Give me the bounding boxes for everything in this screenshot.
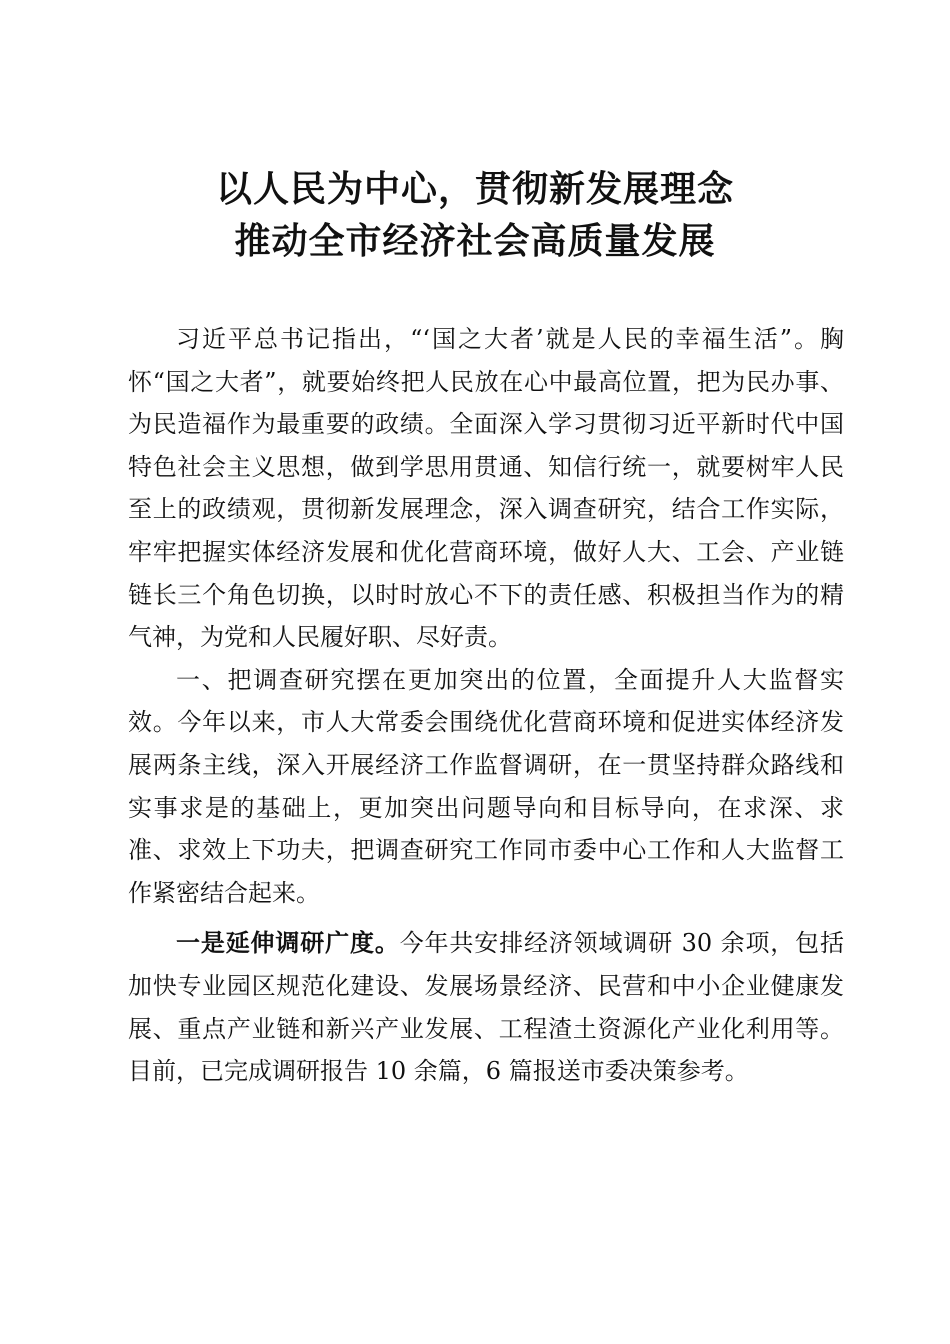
document-title (0, 164, 950, 268)
title-line-1: 以人民为中心，贯彻新发展理念 (215, 169, 734, 210)
paragraph-point-one-lead: 一是延伸调研广度。 (176, 929, 400, 958)
document-body (128, 318, 844, 1093)
paragraph-point-one (128, 922, 844, 1092)
paragraph-point-one-text: 今年共安排经济领域调研 30 余项，包括加快专业园区规范化建设、发展场景经济、民营和中小企业健康发展、重点产业链和新兴产业发展、工程渣土资源化产业化利用等。目前，已完成调研报告 10 余篇，6 篇报送市委决策参考。 (128, 929, 845, 1086)
paragraph-section-one (128, 659, 844, 915)
title-line-2: 推动全市经济社会高质量发展 (234, 221, 716, 262)
paragraph-intro-text: 习近平总书记指出，“‘国之大者’就是人民的幸福生活”。胸怀“国之大者”，就要始终把人民放在心中最高位置，把为民办事、为民造福作为最重要的政绩。全面深入学习贯彻习近平新时代中国特色社会主义思想，做到学思用贯通、知信行统一，就要树牢人民至上的政绩观，贯彻新发展理念，深入调查研究，结合工作实际，牢牢把握实体经济发展和优化营商环境，做好人大、工会、产业链链长三个角色切换，以时时放心不下的责任感、积极担当作为的精气神，为党和人民履好职、尽好责。 (128, 325, 844, 652)
paragraph-intro (128, 318, 844, 659)
paragraph-section-one-text: 一、把调查研究摆在更加突出的位置，全面提升人大监督实效。今年以来，市人大常委会围绕优化营商环境和促进实体经济发展两条主线，深入开展经济工作监督调研，在一贯坚持群众路线和实事求是的基础上，更加突出问题导向和目标导向，在求深、求准、求效上下功夫，把调查研究工作同市委中心工作和人大监督工作紧密结合起来。 (128, 665, 844, 907)
